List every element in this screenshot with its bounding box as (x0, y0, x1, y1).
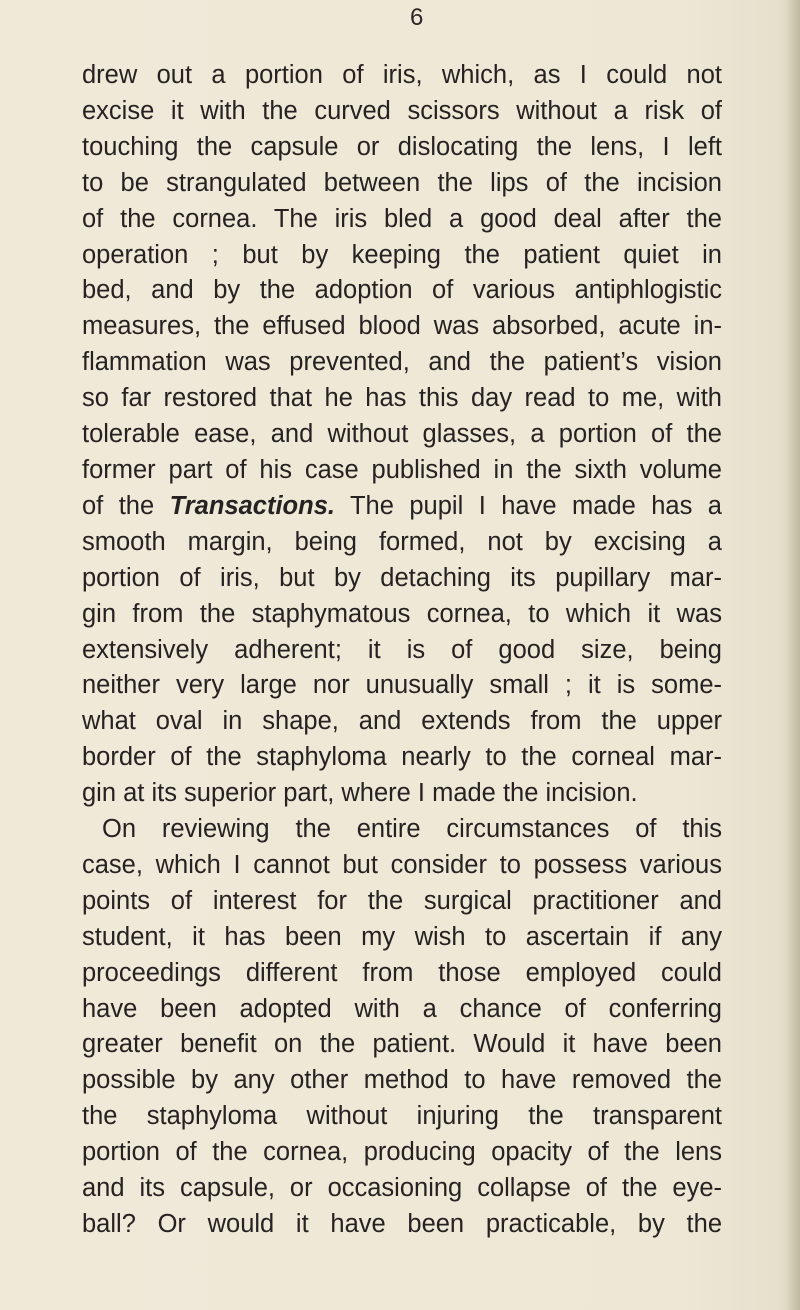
text-line: portion of the cornea, producing opacity of the lens (82, 1138, 722, 1167)
text-line: the staphyloma without injuring the transparent (82, 1102, 722, 1131)
text-line: of the cornea. The iris bled a good deal after the (82, 204, 722, 233)
text-line: case, which I cannot but consider to possess various (82, 850, 722, 879)
page-edge-shadow (786, 0, 800, 1310)
text-line: On reviewing the entire circumstances of this (102, 815, 722, 844)
text-line: smooth margin, being formed, not by excising a (82, 527, 722, 556)
text-line: greater benefit on the patient. Would it have been (82, 1030, 722, 1059)
text-segment: of the (82, 491, 155, 520)
text-line: tolerable ease, and without glasses, a portion of the (82, 420, 722, 449)
text-line: measures, the effused blood was absorbed, acute in- (82, 312, 722, 341)
text-line: to be strangulated between the lips of the incision (82, 168, 722, 197)
text-line: border of the staphyloma nearly to the corneal mar- (82, 743, 722, 772)
text-line: gin from the staphymatous cornea, to which it was (82, 599, 722, 628)
text-line: proceedings different from those employed could (82, 958, 722, 987)
text-line: gin at its superior part, where I made the incision. (82, 779, 638, 808)
text-line: possible by any other method to have removed the (82, 1066, 722, 1095)
text-line: so far restored that he has this day read to me, with (82, 384, 722, 413)
text-segment: The pupil I have made has a (349, 491, 722, 520)
text-line: drew out a portion of iris, which, as I could not (82, 61, 722, 89)
text-line: points of interest for the surgical practitioner and (82, 886, 722, 915)
page-number: 6 (410, 4, 424, 31)
text-line-with-italic (82, 489, 722, 525)
text-line: operation ; but by keeping the patient quiet in (82, 240, 722, 269)
text-line: have been adopted with a chance of conferring (82, 994, 722, 1023)
text-line: portion of iris, but by detaching its pupillary mar- (82, 563, 722, 592)
text-line: excise it with the curved scissors without a risk of (82, 96, 722, 125)
text-line: what oval in shape, and extends from the upper (82, 707, 722, 736)
body-text (82, 58, 722, 1243)
text-line: student, it has been my wish to ascertain if any (82, 922, 722, 951)
text-line: and its capsule, or occasioning collapse of the eye- (82, 1174, 722, 1203)
text-line: flammation was prevented, and the patient’s vision (82, 348, 722, 377)
text-line: former part of his case published in the sixth volume (82, 455, 722, 484)
text-line: bed, and by the adoption of various antiphlogistic (82, 276, 722, 305)
text-line: touching the capsule or dislocating the lens, I left (82, 132, 722, 161)
text-line: neither very large nor unusually small ; it is some- (82, 671, 722, 700)
text-line: extensively adherent; it is of good size, being (82, 635, 722, 664)
italic-title: Transactions. (169, 491, 335, 520)
text-line: ball? Or would it have been practicable, by the (82, 1210, 722, 1238)
